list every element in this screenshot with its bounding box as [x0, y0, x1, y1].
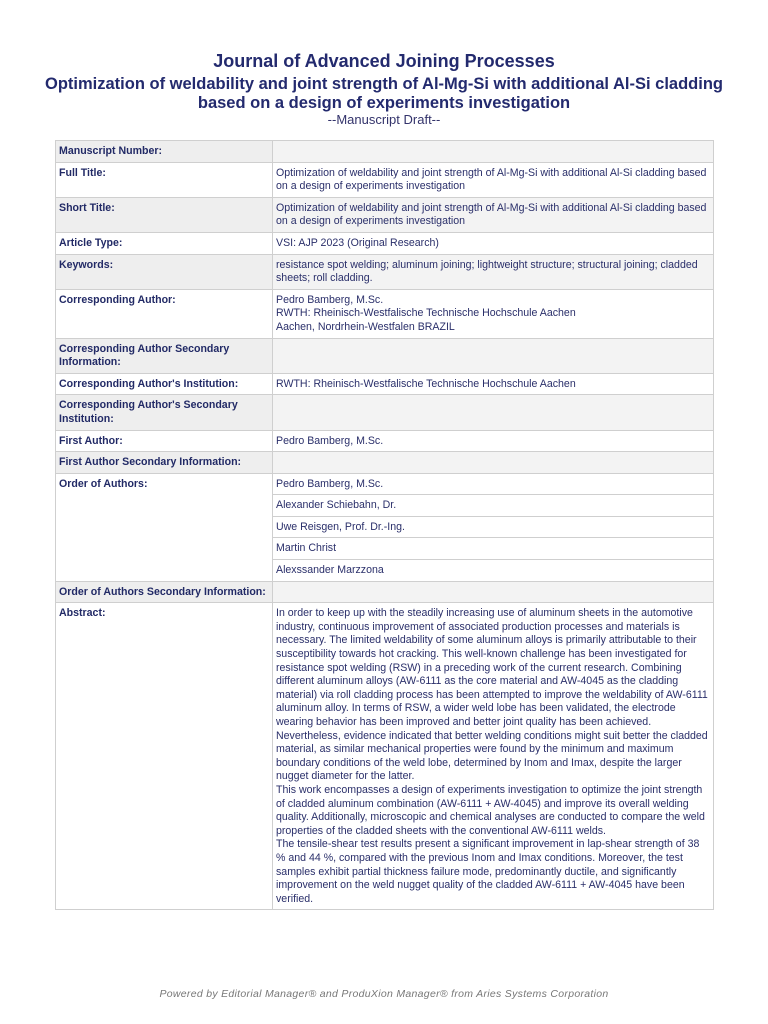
table-row [56, 289, 714, 338]
short-title-value: Optimization of weldability and joint strength of Al-Mg-Si with additional Al-Si cladding based on a design of experiments investigation [273, 197, 714, 232]
abstract-value [273, 603, 714, 910]
table-row [56, 162, 714, 197]
manuscript-number-value [273, 141, 714, 163]
table-row [56, 232, 714, 254]
author-name: Pedro Bamberg, M.Sc. [276, 293, 384, 306]
author-list-item: Alexander Schiebahn, Dr. [273, 495, 714, 517]
row-label: Manuscript Number: [56, 141, 273, 163]
order-of-authors-secondary-value [273, 581, 714, 603]
abstract-paragraph: This work encompasses a design of experiments investigation to optimize the joint strength of cladded aluminum combination (AW-6111 + AW-4045) and improve its overall welding quality. Additionally, microscopic and chemical analyses are conducted to compare the weld properties of the cladded sheets with the conventional AW-6111 welds. [276, 783, 705, 837]
row-label: Corresponding Author's Secondary Institution: [56, 395, 273, 430]
table-row [56, 373, 714, 395]
keywords-value: resistance spot welding; aluminum joining; lightweight structure; structural joining; cladded sheets; roll cladding. [273, 254, 714, 289]
first-author-value: Pedro Bamberg, M.Sc. [273, 430, 714, 452]
journal-name: Journal of Advanced Joining Processes [213, 51, 555, 71]
corresponding-institution-value: RWTH: Rheinisch-Westfalische Technische Hochschule Aachen [273, 373, 714, 395]
author-list-item: Pedro Bamberg, M.Sc. [273, 473, 714, 495]
manuscript-info-table [55, 140, 714, 910]
row-label: Corresponding Author Secondary Information: [56, 338, 273, 373]
row-label: Keywords: [56, 254, 273, 289]
row-label: Corresponding Author's Institution: [56, 373, 273, 395]
author-list-item: Uwe Reisgen, Prof. Dr.-Ing. [273, 516, 714, 538]
row-label: Article Type: [56, 232, 273, 254]
abstract-paragraph: The tensile-shear test results present a significant improvement in lap-shear strength of 38 % and 44 %, compared with the previous Inom and Imax conditions. Moreover, the test samples exhibit partial thickness failure mode, predominantly ductile, and significantly improvement on the weld nugget quality of the cladded AW-6111 + AW-4045 have been verified. [276, 838, 700, 905]
table-row [56, 141, 714, 163]
draft-label: --Manuscript Draft-- [327, 112, 441, 127]
row-label: Abstract: [56, 603, 273, 910]
article-type-value: VSI: AJP 2023 (Original Research) [273, 232, 714, 254]
row-label: Full Title: [56, 162, 273, 197]
table-row [56, 473, 714, 495]
author-list-item: Alexssander Marzzona [273, 560, 714, 582]
table-row [56, 452, 714, 474]
table-row [56, 254, 714, 289]
table-row [56, 581, 714, 603]
row-label: Short Title: [56, 197, 273, 232]
table-row [56, 338, 714, 373]
author-location: Aachen, Nordrhein-Westfalen BRAZIL [276, 320, 455, 333]
row-label: Order of Authors: [56, 473, 273, 581]
row-label: First Author: [56, 430, 273, 452]
table-row [56, 603, 714, 910]
first-author-secondary-value [273, 452, 714, 474]
table-row [56, 395, 714, 430]
row-label: Corresponding Author: [56, 289, 273, 338]
table-row [56, 197, 714, 232]
row-label: Order of Authors Secondary Information: [56, 581, 273, 603]
row-label: First Author Secondary Information: [56, 452, 273, 474]
manuscript-title: Optimization of weldability and joint strength of Al-Mg-Si with additional Al-Si cladding based on a design of experiments investigation [45, 75, 723, 112]
footer-credit: Powered by Editorial Manager® and ProduXion Manager® from Aries Systems Corporation [159, 988, 609, 1000]
corresponding-author-secondary-value [273, 338, 714, 373]
full-title-value: Optimization of weldability and joint strength of Al-Mg-Si with additional Al-Si cladding based on a design of experiments investigation [273, 162, 714, 197]
document-header [0, 50, 768, 127]
corresponding-institution-secondary-value [273, 395, 714, 430]
table-row [56, 430, 714, 452]
author-institution: RWTH: Rheinisch-Westfalische Technische Hochschule Aachen [276, 307, 576, 320]
abstract-paragraph: In order to keep up with the steadily increasing use of aluminum sheets in the automotive industry, continuous improvement of associated production processes and materials is necessary. The limited weldability of some aluminum alloys is primarily attributable to their susceptibility towards hot cracking. This well-known challenge has been investigated for resistance spot welding (RSW) in a preceding work of the current research. Combining different aluminum alloys (AW-6111 as the core material and AW-4045 as the cladding material) via roll cladding process has been attempted to improve the weldability of AW-6111 aluminum alloy. In terms of RSW, a wider weld lobe has been validated, the electrode wearing behavior has been improved and better joint quality has been achieved. Nevertheless, evidence indicated that better welding conditions might suit better the cladded material, as similar mechanical properties were found by the minimum and maximum boundary conditions of the weld lobe, determined by Inom and Imax, despite the larger nugget diameter for the latter. [276, 607, 708, 783]
corresponding-author-value [273, 289, 714, 338]
author-list-item: Martin Christ [273, 538, 714, 560]
